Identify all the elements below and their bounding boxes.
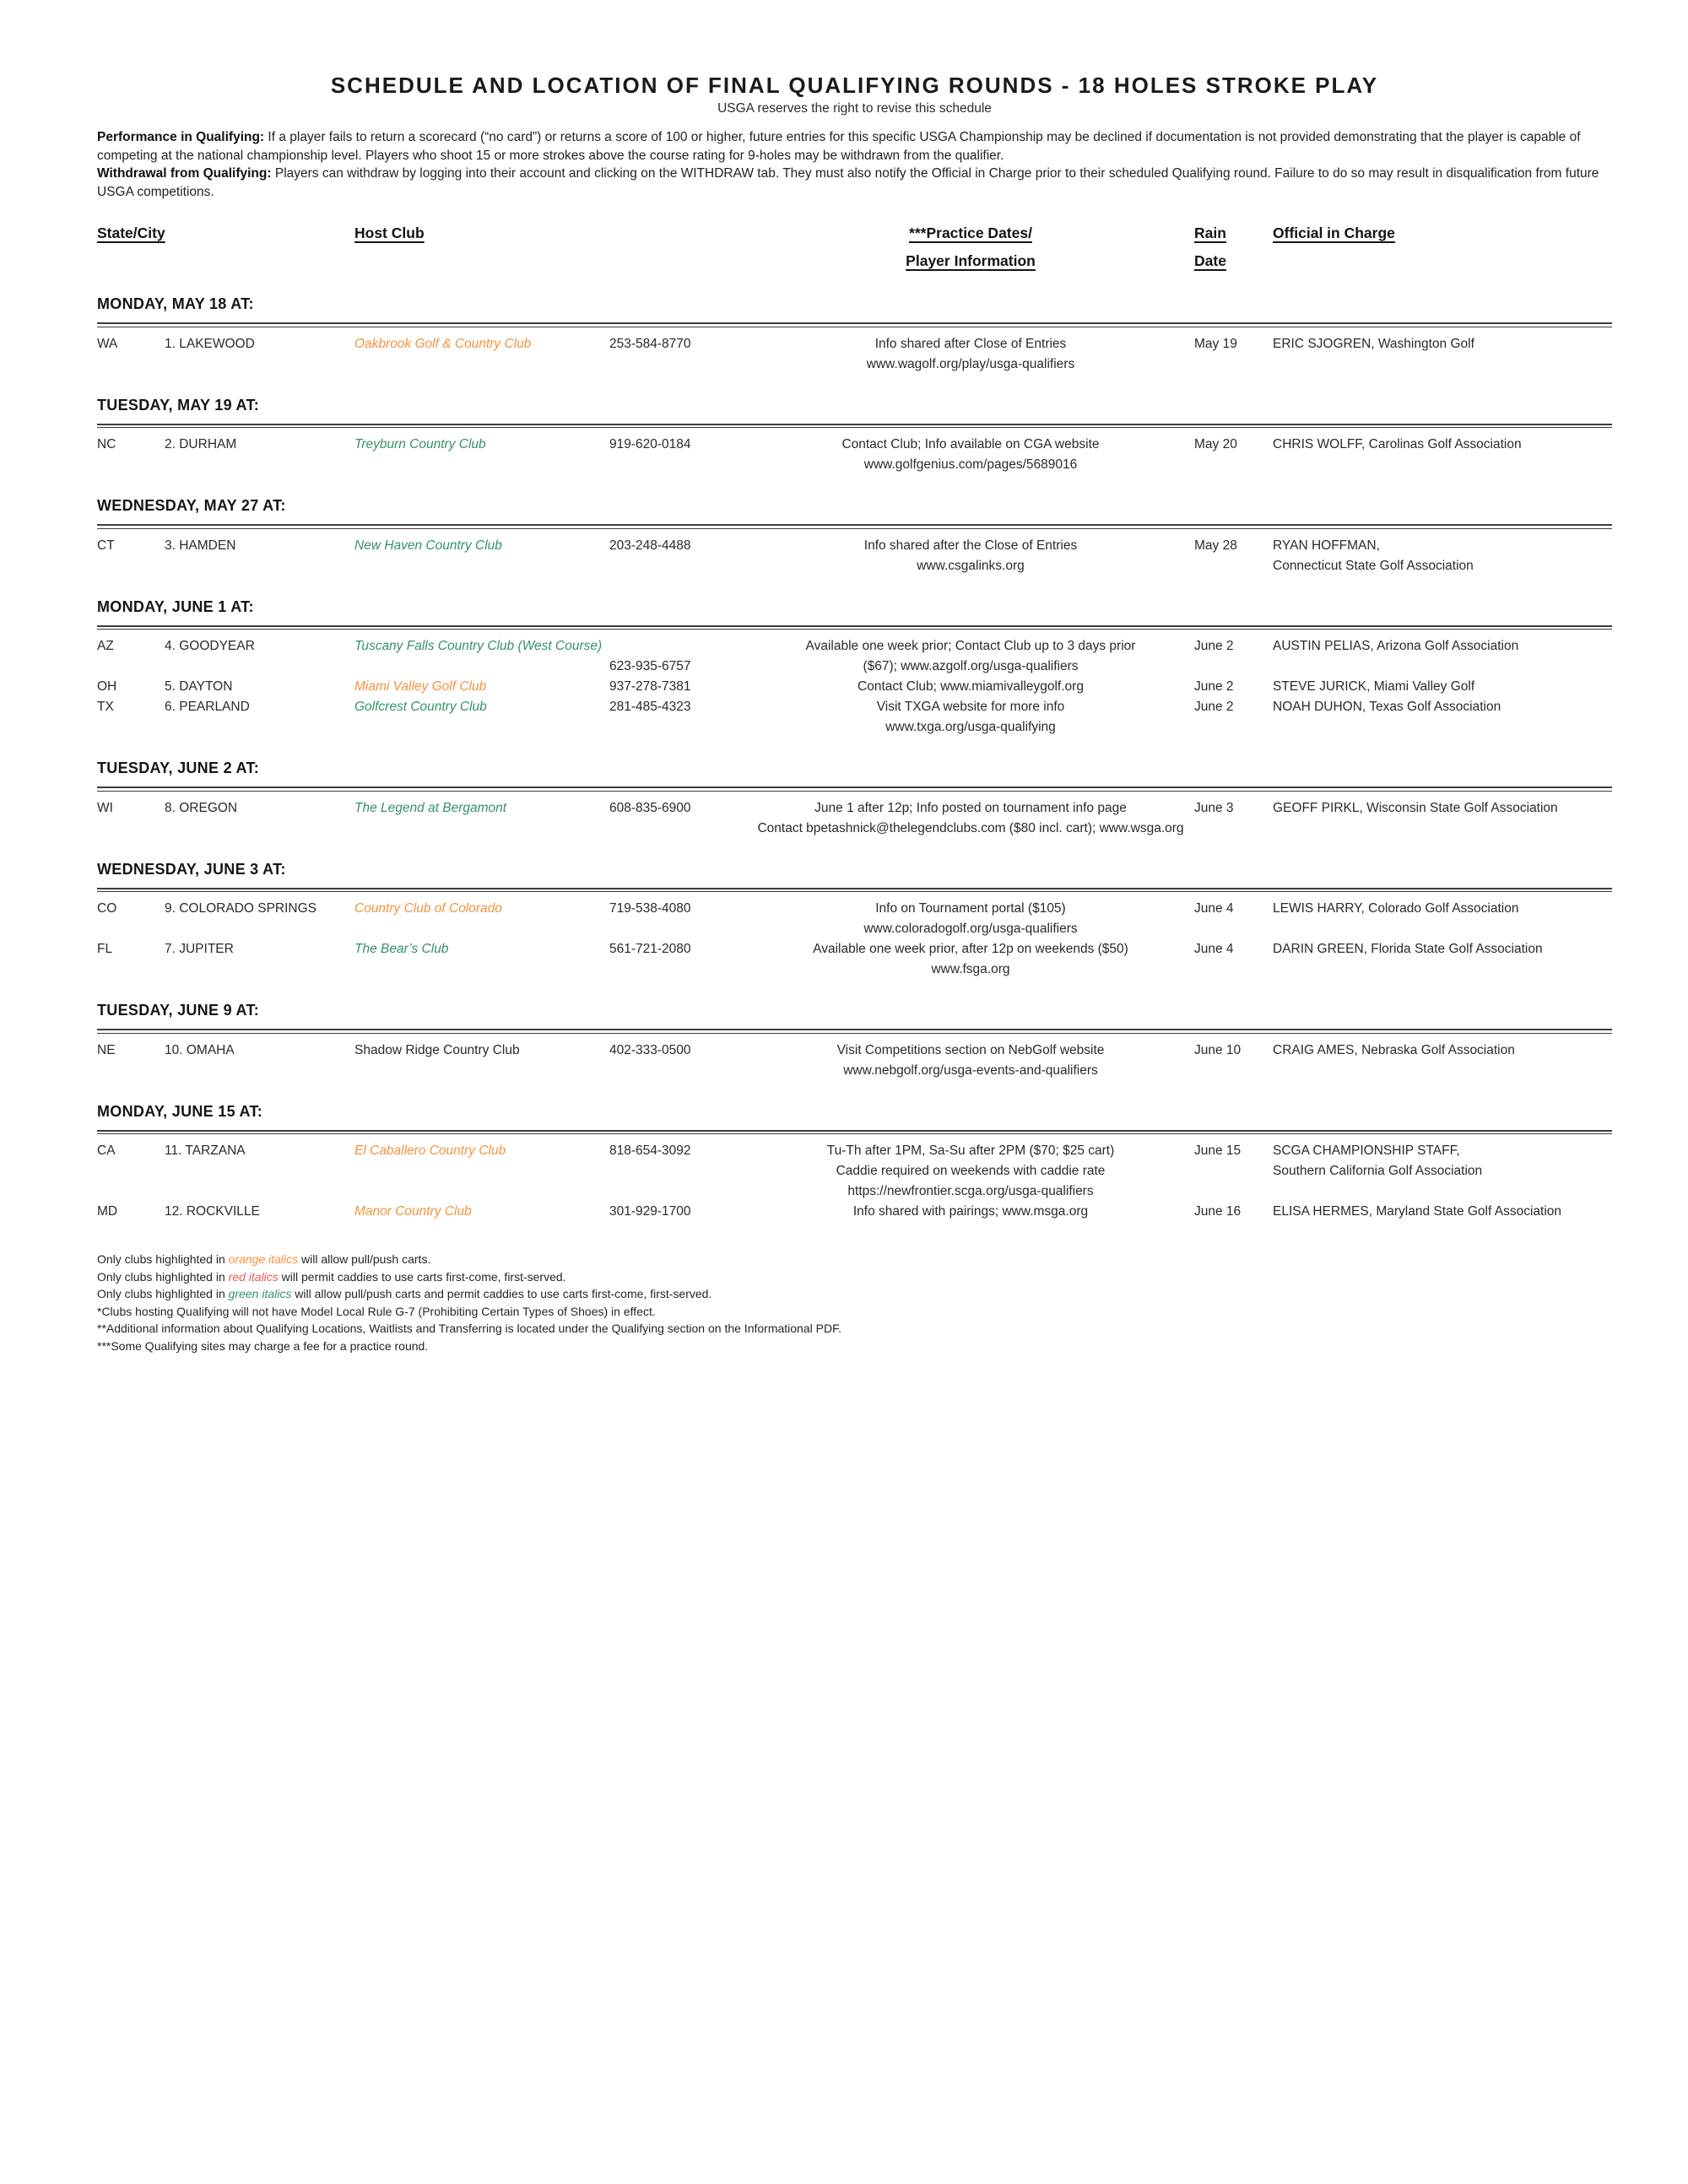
- section-rows: [97, 792, 1612, 841]
- column-header-host-club: Host Club: [354, 224, 425, 241]
- cell-state: AZ: [97, 639, 114, 653]
- table-header: [97, 219, 1612, 275]
- cell-practice: Info on Tournament portal ($105) www.coloradogolf.org/usga-qualifiers: [863, 901, 1078, 936]
- section-heading: TUESDAY, MAY 19 AT:: [97, 396, 260, 414]
- schedule-row: [97, 1141, 1612, 1202]
- cell-state: NE: [97, 1042, 116, 1057]
- section-heading: WEDNESDAY, MAY 27 AT:: [97, 497, 286, 514]
- cell-official: ERIC SJOGREN, Washington Golf: [1273, 336, 1474, 351]
- cell-state: CT: [97, 538, 115, 553]
- cell-practice: Visit TXGA website for more info www.txga.org/usga-qualifying: [876, 700, 1065, 734]
- page-subtitle: USGA reserves the right to revise this schedule: [717, 101, 992, 116]
- cell-phone: 937-278-7381: [609, 679, 691, 694]
- cell-official: ELISA HERMES, Maryland State Golf Association: [1273, 1204, 1562, 1219]
- cell-club: Treyburn Country Club: [354, 437, 486, 451]
- cell-state: OH: [97, 679, 117, 694]
- cell-phone: 623-935-6757: [609, 659, 691, 673]
- column-header-practice: ***Practice Dates/ Player Information: [906, 224, 1036, 269]
- cell-state: TX: [97, 700, 114, 714]
- footnote-color-term: red italics: [228, 1269, 279, 1284]
- cell-club: Miami Valley Golf Club: [354, 679, 487, 694]
- section-heading: WEDNESDAY, JUNE 3 AT:: [97, 860, 286, 878]
- cell-city: 10. OMAHA: [165, 1042, 235, 1057]
- cell-city: 4. GOODYEAR: [165, 639, 255, 653]
- cell-rain-date: May 20: [1194, 437, 1237, 451]
- cell-official: CRAIG AMES, Nebraska Golf Association: [1273, 1042, 1515, 1057]
- cell-city: 6. PEARLAND: [165, 700, 250, 714]
- schedule-row: [97, 334, 1612, 375]
- schedule-row: [97, 1041, 1612, 1081]
- schedule-row: [97, 939, 1612, 980]
- column-header-state-city: State/City: [97, 224, 165, 241]
- schedule-row: [97, 677, 1612, 697]
- schedule-row: [97, 536, 1612, 576]
- cell-phone: 818-654-3092: [609, 1143, 691, 1158]
- footnote-color-term: green italics: [228, 1287, 292, 1300]
- cell-city: 1. LAKEWOOD: [165, 336, 255, 351]
- cell-club: Golfcrest Country Club: [354, 700, 487, 714]
- cell-phone: 561-721-2080: [609, 942, 691, 956]
- section-heading: TUESDAY, JUNE 2 AT:: [97, 760, 260, 776]
- section-heading: MONDAY, MAY 18 AT:: [97, 295, 254, 312]
- cell-state: WI: [97, 800, 113, 815]
- cell-phone: 402-333-0500: [609, 1042, 691, 1057]
- cell-city: 9. COLORADO SPRINGS: [165, 901, 317, 916]
- cell-state: MD: [97, 1204, 118, 1219]
- cell-city: 12. ROCKVILLE: [165, 1204, 260, 1219]
- cell-practice: Info shared after the Close of Entries www.csgalinks.org: [863, 538, 1078, 573]
- cell-phone: 919-620-0184: [609, 437, 691, 451]
- cell-phone: 253-584-8770: [609, 336, 691, 351]
- cell-official: STEVE JURICK, Miami Valley Golf: [1273, 679, 1475, 694]
- cell-club: Country Club of Colorado: [354, 901, 502, 916]
- cell-club: El Caballero Country Club: [354, 1143, 506, 1158]
- cell-rain-date: June 4: [1194, 901, 1234, 916]
- cell-city: 3. HAMDEN: [165, 538, 236, 553]
- cell-state: CO: [97, 901, 117, 916]
- schedule-row: [97, 798, 1612, 839]
- cell-practice: Available one week prior, after 12p on weekends ($50) www.fsga.org: [813, 942, 1128, 976]
- schedule-row: [97, 899, 1612, 939]
- cell-rain-date: June 2: [1194, 700, 1234, 714]
- cell-club: Manor Country Club: [354, 1204, 472, 1219]
- section-rows: [97, 529, 1612, 578]
- cell-rain-date: May 28: [1194, 538, 1237, 553]
- cell-club: Shadow Ridge Country Club: [354, 1042, 520, 1057]
- cell-state: FL: [97, 942, 113, 956]
- cell-rain-date: June 4: [1194, 942, 1234, 956]
- cell-phone: 608-835-6900: [609, 800, 691, 815]
- cell-phone: 203-248-4488: [609, 538, 691, 553]
- column-header-official: Official in Charge: [1273, 224, 1395, 241]
- footnote: Only clubs highlighted in red italics will permit caddies to use carts first-come, first-served.: [97, 1269, 566, 1284]
- cell-official: RYAN HOFFMAN, Connecticut State Golf Association: [1273, 538, 1474, 573]
- cell-rain-date: June 2: [1194, 679, 1234, 694]
- performance-text: If a player fails to return a scorecard (“no card”) or returns a score of 100 or higher, future entries for this specific USGA Championship may be declined if documentation is not provided demonstrating that the player is capable of competing at the national championship level. Players who shoot 15 or more strokes above the course rating for 9-holes may be withdrawn from the qualifier.: [97, 130, 1581, 163]
- cell-rain-date: May 19: [1194, 336, 1237, 351]
- cell-practice: Contact Club; Info available on CGA website www.golfgenius.com/pages/5689016: [841, 437, 1100, 472]
- cell-official: LEWIS HARRY, Colorado Golf Association: [1273, 901, 1519, 916]
- cell-phone: 301-929-1700: [609, 1204, 691, 1219]
- cell-practice: Visit Competitions section on NebGolf website www.nebgolf.org/usga-events-and-qualifiers: [836, 1042, 1105, 1078]
- cell-club: Tuscany Falls Country Club (West Course): [354, 639, 603, 653]
- cell-club: New Haven Country Club: [354, 538, 502, 553]
- cell-rain-date: June 2: [1194, 639, 1234, 653]
- cell-practice: Available one week prior; Contact Club up to 3 days prior ($67); www.azgolf.org/usga-qualifiers: [805, 639, 1136, 673]
- cell-practice: Info shared after Close of Entries www.wagolf.org/play/usga-qualifiers: [866, 336, 1075, 371]
- cell-official: GEOFF PIRKL, Wisconsin State Golf Association: [1273, 800, 1558, 815]
- cell-official: CHRIS WOLFF, Carolinas Golf Association: [1273, 437, 1522, 451]
- cell-rain-date: June 10: [1194, 1042, 1242, 1057]
- footnote: *Clubs hosting Qualifying will not have Model Local Rule G-7 (Prohibiting Certain Types of Shoes) in effect.: [97, 1304, 656, 1318]
- cell-phone: 281-485-4323: [609, 700, 691, 714]
- schedule-row: [97, 697, 1612, 738]
- cell-club: Oakbrook Golf & Country Club: [354, 336, 532, 351]
- withdrawal-label: Withdrawal from Qualifying:: [97, 166, 272, 181]
- schedule-sections: [97, 295, 1612, 1224]
- cell-official: AUSTIN PELIAS, Arizona Golf Association: [1273, 639, 1519, 653]
- footnote-color-term: orange italics: [228, 1252, 299, 1266]
- cell-official: DARIN GREEN, Florida State Golf Association: [1273, 942, 1543, 956]
- disclaimer-block: [97, 128, 1612, 201]
- section-heading: MONDAY, JUNE 1 AT:: [97, 597, 254, 615]
- cell-club: The Bear’s Club: [354, 942, 449, 956]
- cell-city: 11. TARZANA: [165, 1143, 246, 1158]
- section-rows: [97, 428, 1612, 477]
- section-rows: [97, 630, 1612, 739]
- footnote: Only clubs highlighted in green italics will allow pull/push carts and permit caddies to use carts first-come, first-served.: [97, 1287, 712, 1300]
- section-rows: [97, 1034, 1612, 1083]
- cell-rain-date: June 15: [1194, 1143, 1242, 1158]
- column-header-rain-date: Rain Date: [1194, 224, 1226, 269]
- cell-state: NC: [97, 437, 116, 451]
- cell-city: 5. DAYTON: [165, 679, 233, 694]
- performance-label: Performance in Qualifying:: [97, 130, 265, 144]
- cell-city: 8. OREGON: [165, 800, 238, 815]
- cell-official: SCGA CHAMPIONSHIP STAFF, Southern California Golf Association: [1273, 1143, 1483, 1178]
- footnote: **Additional information about Qualifying Locations, Waitlists and Transferring is located under the Qualifying section on the Informational PDF.: [97, 1322, 841, 1335]
- schedule-row: [97, 1202, 1612, 1222]
- withdrawal-paragraph: [97, 165, 1612, 201]
- section-rows: [97, 327, 1612, 376]
- footnote: Only clubs highlighted in orange italics will allow pull/push carts.: [97, 1252, 431, 1266]
- cell-state: CA: [97, 1143, 116, 1158]
- withdrawal-text: Players can withdraw by logging into their account and clicking on the WITHDRAW tab. They must also notify the Official in Charge prior to their scheduled Qualifying round. Failure to do so may result in disqualification from future USGA competitions.: [97, 166, 1599, 199]
- schedule-row: [97, 636, 1612, 677]
- section-heading: MONDAY, JUNE 15 AT:: [97, 1102, 263, 1120]
- performance-paragraph: [97, 128, 1612, 165]
- cell-official: NOAH DUHON, Texas Golf Association: [1273, 700, 1501, 714]
- cell-practice: June 1 after 12p; Info posted on tournament info page Contact bpetashnick@thelegendclubs.com ($80 incl. cart); www.wsga.org: [757, 800, 1184, 835]
- cell-rain-date: June 3: [1194, 800, 1234, 815]
- cell-practice: Info shared with pairings; www.msga.org: [852, 1204, 1089, 1219]
- page-title: SCHEDULE AND LOCATION OF FINAL QUALIFYING ROUNDS - 18 HOLES STROKE PLAY: [330, 73, 1379, 98]
- cell-phone: 719-538-4080: [609, 901, 691, 916]
- footnotes: [97, 1251, 1612, 1354]
- section-rows: [97, 892, 1612, 981]
- cell-club: The Legend at Bergamont: [354, 800, 507, 815]
- section-rows: [97, 1134, 1612, 1224]
- section-heading: TUESDAY, JUNE 9 AT:: [97, 1002, 260, 1019]
- footnote: ***Some Qualifying sites may charge a fee for a practice round.: [97, 1338, 429, 1353]
- cell-rain-date: June 16: [1194, 1204, 1242, 1219]
- cell-practice: Contact Club; www.miamivalleygolf.org: [858, 679, 1084, 694]
- cell-city: 2. DURHAM: [165, 437, 237, 451]
- cell-city: 7. JUPITER: [165, 942, 234, 956]
- cell-practice: Tu-Th after 1PM, Sa-Su after 2PM ($70; $25 cart) Caddie required on weekends with caddie rate https://newfrontier.scga.org/usga-qualifiers: [826, 1143, 1115, 1198]
- schedule-row: [97, 435, 1612, 475]
- cell-state: WA: [97, 336, 118, 351]
